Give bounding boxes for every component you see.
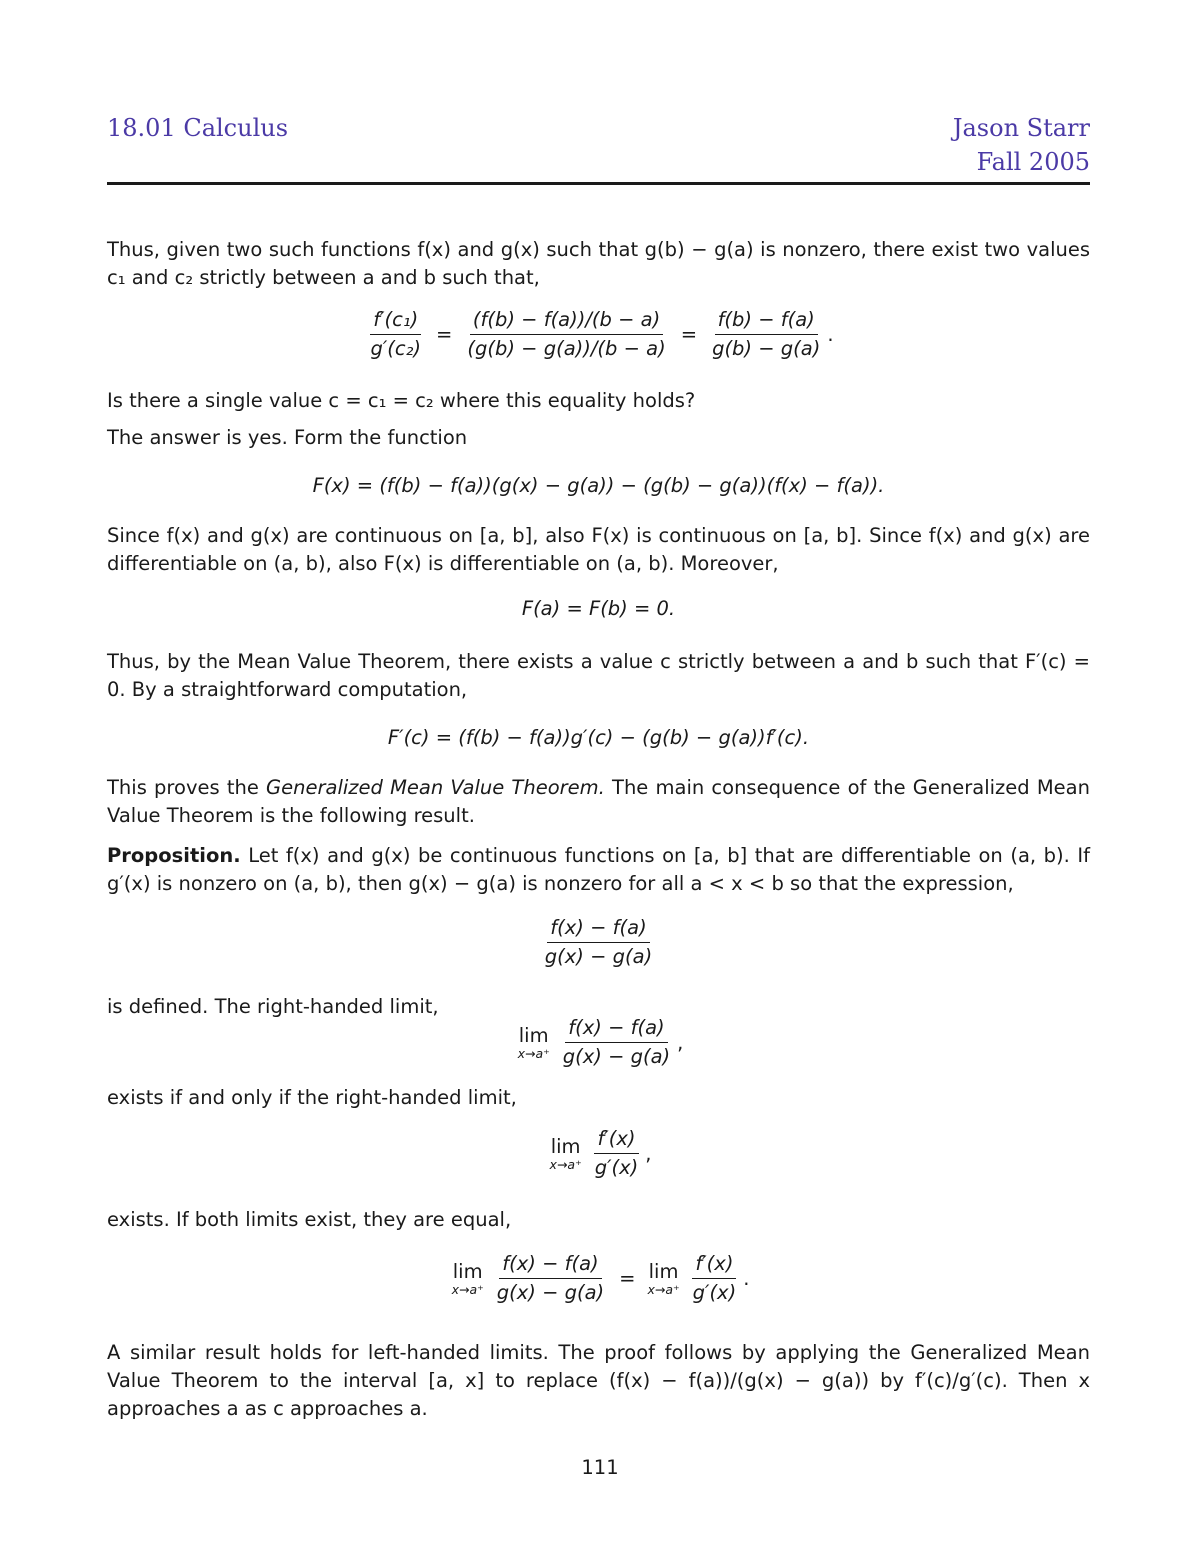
paragraph-6	[107, 774, 1090, 830]
paragraph-3: The answer is yes. Form the function	[107, 426, 468, 449]
theorem-name: Generalized Mean Value Theorem.	[266, 776, 605, 799]
limit-operator	[518, 1025, 550, 1061]
limit-operator	[452, 1261, 484, 1297]
proposition	[107, 842, 1090, 898]
fraction-denominator: (g(b) − g(a))/(b − a)	[467, 337, 666, 360]
course-title: 18.01 Calculus	[107, 114, 289, 142]
fraction-numerator: f′(x)	[594, 1127, 638, 1154]
paragraph-7: is defined. The right-handed limit,	[107, 995, 439, 1018]
equation-ratio	[107, 308, 1090, 361]
fraction-numerator: f(x) − f(a)	[547, 916, 649, 943]
equation-period: .	[743, 1267, 750, 1290]
header-rule	[107, 182, 1090, 185]
equation-period: .	[827, 323, 834, 346]
equation-limits-equal	[107, 1252, 1090, 1305]
fraction-denominator: g(x) − g(a)	[562, 1045, 671, 1068]
fraction-left	[367, 308, 424, 361]
equals-sign: =	[436, 323, 453, 346]
equals-sign: =	[619, 1267, 636, 1290]
limit-operator	[648, 1261, 680, 1297]
fraction-numerator: f′(x)	[692, 1252, 736, 1279]
limit-operator	[550, 1136, 582, 1172]
limit-subscript: x→a⁺	[451, 1281, 484, 1297]
equation-F-derivative: F′(c) = (f(b) − f(a))g′(c) − (g(b) − g(a))f′(c).	[387, 726, 810, 749]
fraction-right	[709, 308, 823, 361]
author-name: Jason Starr	[952, 114, 1090, 142]
limit-subscript: x→a⁺	[549, 1156, 582, 1172]
paragraph-1: Thus, given two such functions f(x) and g(x) such that g(b) − g(a) is nonzero, there exist two values c₁ and c₂ strictly between a and b such that,	[107, 238, 1090, 289]
fraction-numerator: f(x) − f(a)	[565, 1016, 667, 1043]
equals-sign: =	[680, 323, 698, 346]
paragraph-4: Since f(x) and g(x) are continuous on [a, b], also F(x) is continuous on [a, b]. Since f(x) and g(x) are differentiable on (a, b), also F(x) is differentiable on (a, b). Moreover,	[107, 524, 1090, 575]
equation-F-endpoints: F(a) = F(b) = 0.	[521, 597, 676, 620]
equation-limit-derivative	[107, 1127, 1090, 1180]
equation-limit-ratio	[107, 1016, 1090, 1069]
paragraph-5: Thus, by the Mean Value Theorem, there exists a value c strictly between a and b such that F′(c) = 0. By a straightforward computation,	[107, 650, 1090, 701]
paragraph-10: A similar result holds for left-handed limits. The proof follows by applying the Generalized Mean Value Theorem to the interval [a, x] to replace (f(x) − f(a))/(g(x) − g(a)) by f′(c)/g′(c). Then x approaches a as c approaches a.	[107, 1341, 1090, 1420]
fraction-numerator: (f(b) − f(a))/(b − a)	[470, 308, 663, 335]
limit-subscript: x→a⁺	[647, 1281, 680, 1297]
fraction-limit	[592, 1127, 642, 1180]
limit-word: lim	[518, 1023, 549, 1047]
term-label: Fall 2005	[976, 148, 1090, 176]
fraction-denominator: g′(x)	[692, 1281, 737, 1304]
equation-comma: ,	[645, 1142, 652, 1165]
limit-word: lim	[550, 1134, 581, 1158]
fraction-denominator: g(x) − g(a)	[496, 1281, 605, 1304]
equation-F-definition: F(x) = (f(b) − f(a))(g(x) − g(a)) − (g(b) − g(a))(f(x) − f(a)).	[312, 474, 885, 497]
paragraph-6-text-end: The main consequence of the Generalized Mean Value Theorem is the following result.	[107, 776, 1090, 827]
paragraph-8: exists if and only if the right-handed limit,	[107, 1086, 517, 1109]
fraction-numerator: f(b) − f(a)	[715, 308, 818, 335]
paragraph-2: Is there a single value c = c₁ = c₂ where this equality holds?	[107, 389, 696, 412]
fraction-left	[494, 1252, 607, 1305]
fraction-denominator: g(b) − g(a)	[712, 337, 821, 360]
equation-comma: ,	[677, 1031, 684, 1054]
fraction-numerator: f′(c₁)	[370, 308, 421, 335]
fraction-right	[690, 1252, 740, 1305]
fraction-expression	[542, 916, 655, 969]
proposition-label: Proposition.	[107, 844, 241, 867]
limit-subscript: x→a⁺	[517, 1045, 550, 1061]
fraction-middle	[464, 308, 668, 361]
fraction-denominator: g(x) − g(a)	[544, 945, 653, 968]
limit-word: lim	[648, 1259, 679, 1283]
fraction-denominator: g′(x)	[594, 1156, 639, 1179]
paragraph-9: exists. If both limits exist, they are equal,	[107, 1208, 512, 1231]
fraction-limit	[560, 1016, 673, 1069]
proposition-text: Let f(x) and g(x) be continuous functions on [a, b] that are differentiable on (a, b). If g′(x) is nonzero on (a, b), then g(x) − g(a) is nonzero for all a < x < b so that the expression,	[107, 844, 1090, 895]
page-number: 111	[581, 1456, 619, 1479]
equation-expression	[107, 916, 1090, 969]
paragraph-6-text: This proves the	[107, 776, 267, 799]
fraction-denominator: g′(c₂)	[370, 337, 422, 360]
fraction-numerator: f(x) − f(a)	[499, 1252, 601, 1279]
limit-word: lim	[452, 1259, 483, 1283]
